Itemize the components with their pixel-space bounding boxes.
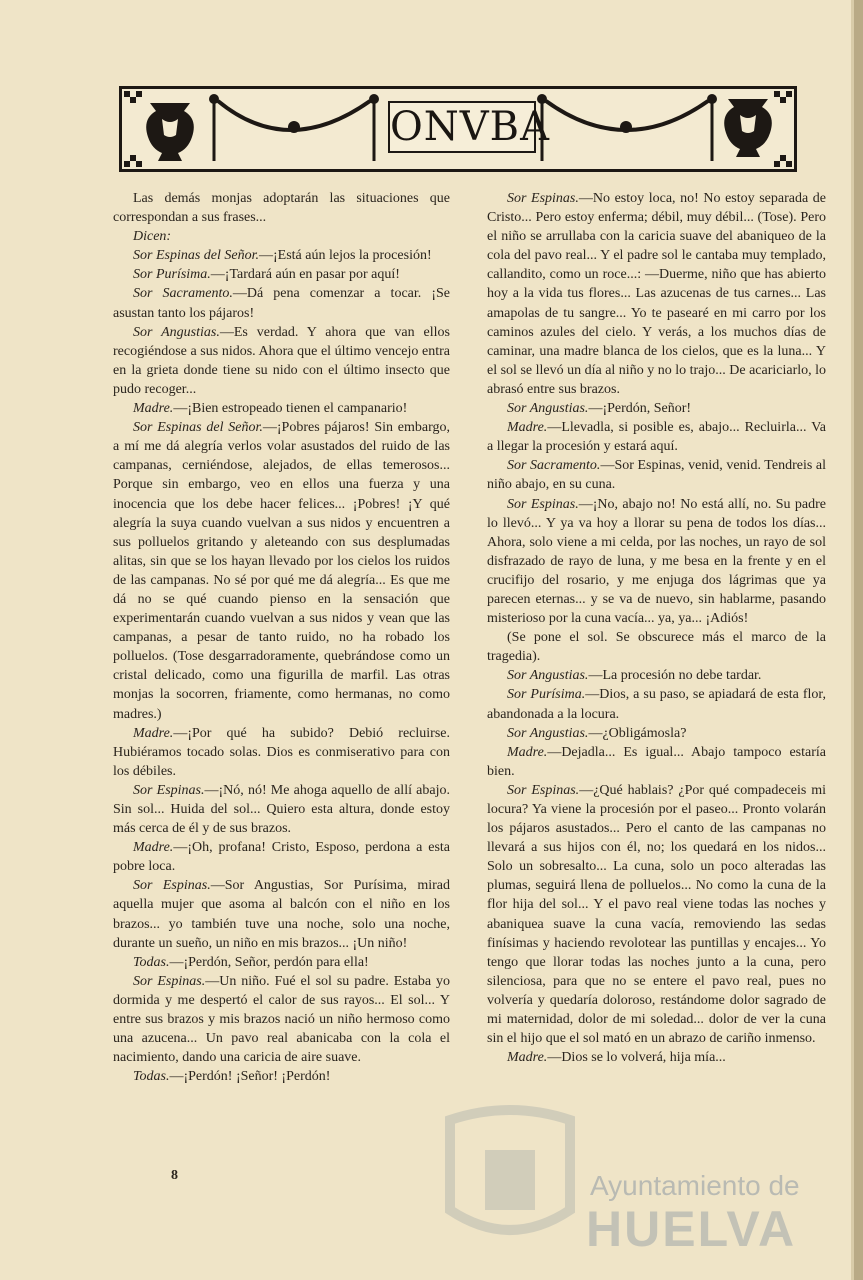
paragraph [113,838,450,876]
speaker-name: Todas. [133,954,170,970]
speech-text: —¡Pobres pájaros! Sin embargo, a mí me dá alegría verlos volar asustados del ruido de las campanas, cerniéndose, alejados, de ellas temerosos... Porque sin embargo, veo en ellos una fuerza y una inocencia que los debe hacer felices... ¡Pobres! ¡Y qué alegría la suya cuando vuelvan a sus nidos y encuentren a sus polluelos gritando y aleteando con sus desplumadas alitas, sin que se los hayan llevado por los cielos los ruidos de las campanas. No sé por qué me dá alegría... Es que me dá no se qué cuando pienso en la sensación que experimentarán cuando vuelvan a sus nidos y vean que las campanas, a pesar de tanto ruido, no ha robado los polluelos. (Tose desgarradoramente, quebrándose como un cristal delicado, como una figurilla de marfil. Las otras monjas la socorren, friamente, como hermanas, no como madres.) [113,420,451,722]
speech-text: —Dios se lo volverá, hija mía... [547,1050,726,1066]
speaker-name: Sor Sacramento. [507,458,601,474]
speaker-name: Sor Angustias. [507,725,589,741]
speech-text: —¡Por qué ha subido? Debió recluirse. Hubiéramos tocado solas. Dios es conmiserativo para con los débiles. [113,725,450,779]
speaker-name: Sor Purísima. [507,687,586,703]
speech-text: —Dá pena comenzar a tocar. ¡Se asustan tanto los pájaros! [113,286,450,321]
speech-text: —Es verdad. Y ahora que van ellos recogiéndose a sus nidos. Ahora que el último vencejo entra en la grieta donde tiene su nido con el último insecto que pudo recoger... [113,324,450,397]
speaker-name: Sor Angustias. [133,324,220,340]
page-edge [854,0,863,1280]
paragraph [113,1067,450,1086]
speech-text: —No estoy loca, no! No estoy separada de Cristo... Pero estoy enferma; débil, muy débil... (Tose). Pero el niño se arrullaba con la caricia suave del abaniqueo de la cola del pavo real... Y el padre sol le cantaba muy templado, callandito, como un roce...: —Duerme, niño que has abierto hoy a la vida tus flores... Las azucenas de tus carnes... Las amapolas de tu sangre... Yo te pasearé en mi carro por los caminos azules del cielo. Y verás, a los muchos días de caminar, una madre blanca de los cielos, que es la luna... Y el sol se llevó un día al niño y no lo trajo... De acariciarlo, lo abrasó entre sus brazos. [487,191,827,397]
speaker-name: Madre. [507,744,548,760]
speaker-name: Sor Espinas. [507,496,579,512]
speech-text: (Se pone el sol. Se obscurece más el marco de la tragedia). [487,630,826,665]
speech-text: —¡Oh, profana! Cristo, Esposo, perdona a esta pobre loca. [113,840,450,875]
paragraph [487,495,826,629]
paragraph [113,953,450,972]
page-number: 8 [171,1168,178,1183]
right-vase-icon [724,99,772,157]
speaker-name: Sor Angustias. [507,668,589,684]
speech-text: —Dejadla... Es igual... Abajo tampoco estaría bien. [487,744,826,779]
speaker-name: Sor Espinas. [507,782,580,798]
speech-text: —La procesión no debe tardar. [588,668,762,684]
paragraph [113,189,450,227]
paragraph [113,876,450,952]
paragraph [487,628,826,666]
paragraph [487,418,826,456]
speech-text: —Llevadla, si posible es, abajo... Recluirla... Va a llegar la procesión y estará aquí. [487,420,826,455]
speaker-name: Sor Espinas. [133,973,206,989]
paragraph [113,284,450,322]
speech-text: —Sor Angustias, Sor Purísima, mirad aquella mujer que asoma al balcón con el niño en los brazos... yo también tuve una noche, solo una noche, durante un sueño, un niño en mis brazos... ¡Un niño! [113,878,450,951]
paragraph [113,323,450,399]
paragraph [487,781,826,1048]
speech-text: —¿Qué hablais? ¿Por qué compadeceis mi locura? Ya viene la procesión por el paseo... Pronto volarán los pájaros asustados... Pero el canto de las campanas no llevará a sus hijos con él, no; los quedará en los nidos... Solo un sobresalto... La cuna, solo un poco alteradas las plumas, seguirá llena de polluelos... No como la cuna de la flor hija del sol... Y el pavo real viene todas las noches y abaniquea suave la cuna vacía, removiendo las sedas finísimas y haciendo revolotear las puntillas y encajes... Yo tengo que llorar todas las noches junto a la cuna, pero silenciosa, para que no se entere el pavo real, pues no volvería y quedaría doloroso, restándome dolor sagrado de mi maternidad, dolor de mi soledad... dolor de ver la cuna sin el hijo que el sol mató en un abrazo de cariño inmenso. [487,782,826,1047]
watermark-line2: HUELVA [586,1201,797,1257]
paragraph [113,781,450,838]
paragraph [487,724,826,743]
left-text-column [113,189,450,1086]
stage-direction: Dicen: [133,229,172,245]
paragraph [113,972,450,1067]
paragraph [487,189,826,399]
paragraph [487,399,826,418]
masthead-title: ONVBA [388,101,536,153]
speaker-name: Sor Purísima. [133,267,211,283]
paragraph [487,666,826,685]
paragraph [487,1048,826,1067]
paragraph [487,743,826,781]
speech-text: —¡Nó, nó! Me ahoga aquello de allí abajo. Sin sol... Huida del sol... Quiero esta altura, donde estoy más cerca de él y de sus brazos. [113,782,450,837]
speech-text: —¡Está aún lejos la procesión! [259,248,432,264]
paragraph [487,456,826,494]
paragraph [113,265,450,284]
speech-text: —¡Perdón, Señor, perdón para ella! [169,954,369,970]
speech-text: —¡No, abajo no! No está allí, no. Su padre lo llevó... Y ya va hoy a llorar su pena de todos los días... Ahora, solo viene a mi celda, por las noches, un rayo de sol disfrazado de rayo de luna, y me besa en la frente y en el crucifijo del rosario, y me enjuga dos lágrimas que ya parecen eternas... y se va de nuevo, sin hablarme, pasando misterioso por la cuna vacía... ya, ya... ¡Adiós! [487,496,826,627]
speech-text: —Sor Espinas, venid, venid. Tendreis al niño abajo, en su cuna. [487,458,827,493]
left-vase-icon [146,103,194,161]
paragraph [113,724,450,781]
speaker-name: Sor Espinas del Señor. [133,248,259,264]
speaker-name: Sor Espinas. [507,191,579,206]
speaker-name: Sor Espinas del Señor. [133,420,263,436]
paragraph [487,685,826,723]
paragraph [113,399,450,418]
speaker-name: Sor Angustias. [507,401,589,417]
speech-text: —¡Bien estropeado tienen el campanario! [173,401,408,417]
speaker-name: Madre. [507,1050,548,1066]
speech-text: —¡Tardará aún en pasar por aquí! [210,267,400,283]
speech-text: —Un niño. Fué el sol su padre. Estaba yo dormida y me despertó el calor de sus rayos... El sol... Y entre sus brazos y mis brazos nació un niño hermoso como una azucena... Un pavo real abanicaba con la cola el nacimiento, dando una caricia de aire suave. [113,973,451,1066]
speaker-name: Sor Sacramento. [133,286,233,302]
speaker-name: Madre. [133,401,174,417]
speaker-name: Madre. [133,725,174,741]
speech-text: —¿Obligámosla? [588,725,687,741]
speaker-name: Todas. [133,1069,170,1085]
speech-text: —Dios, a su paso, se apiadará de esta flor, abandonada a la locura. [487,687,826,722]
speech-text: —¡Perdón! ¡Señor! ¡Perdón! [169,1069,331,1085]
paragraph [113,246,450,265]
speaker-name: Madre. [507,420,548,436]
paragraph [113,418,450,724]
speaker-name: Sor Espinas. [133,782,205,798]
speaker-name: Sor Espinas. [133,878,211,894]
right-text-column [487,189,826,1067]
speech-text: —¡Perdón, Señor! [588,401,692,417]
speech-text: Las demás monjas adoptarán las situaciones que correspondan a sus frases... [113,191,450,226]
watermark-line1: Ayuntamiento de [590,1170,800,1201]
speaker-name: Madre. [133,840,174,856]
